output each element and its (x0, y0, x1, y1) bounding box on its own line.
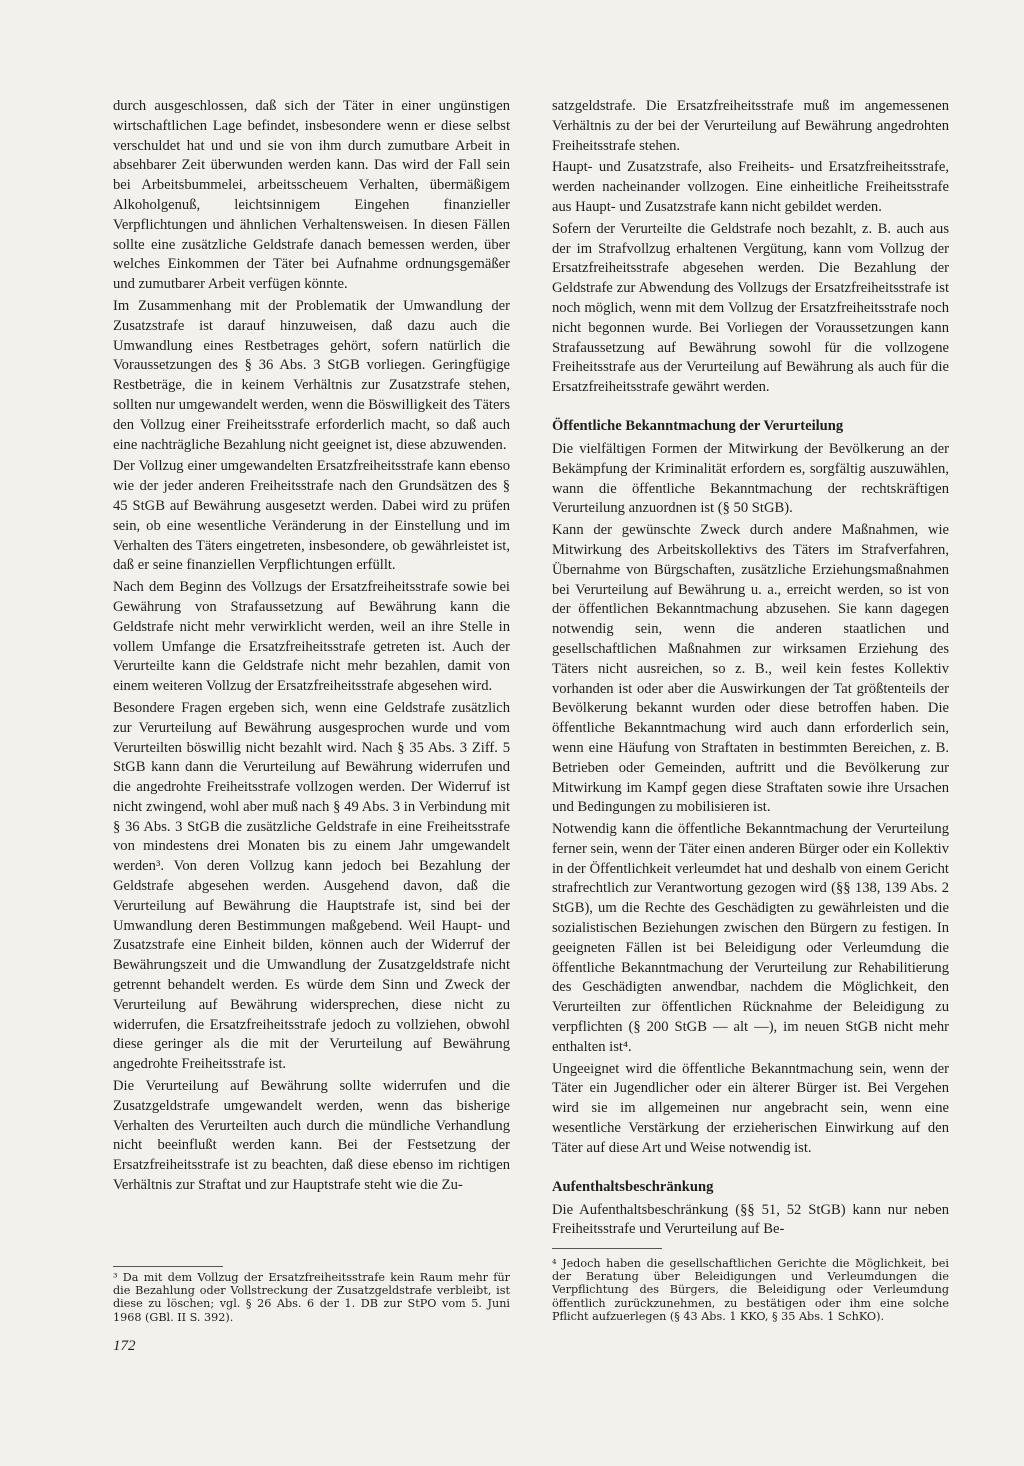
paragraph: Kann der gewünschte Zweck durch andere Maßnahmen, wie Mitwirkung des Arbeitskollektivs des Täters im Strafverfahren, Übernahme von Bürgschaften, zusätzliche Erziehungsmaßnahmen bei Verurteilung auf Bewährung u. a., erreicht werden, so ist von der öffentlichen Bekanntmachung abzusehen. Sie kann dagegen notwendig sein, wenn die anderen staatlichen und gesellschaftlichen Maßnahmen zur wirksamen Erziehung des Täters nicht ausreichen, so z. B., weil kein festes Kollektiv vorhanden ist oder aber die Auswirkungen der Tat größtenteils der Bevölkerung bekannt wurden oder diese betroffen haben. Die öffentliche Bekanntmachung wird auch dann erforderlich sein, wenn eine Häufung von Straftaten in bestimmten Bereichen, z. B. Betrieben oder Gemeinden, auftritt und die Bevölkerung zur Mitwirkung im Kampf gegen diese Straftaten sowie ihre Ursachen und Bedingungen zu mobilisieren ist. (552, 522, 949, 816)
paragraph: Notwendig kann die öffentliche Bekanntmachung der Verurteilung ferner sein, wenn der Täter einen anderen Bürger oder ein Kollektiv in der Öffentlichkeit verleumdet hat und deshalb von einem Gericht strafrechtlich zur Verantwortung gezogen wird (§§ 138, 139 Abs. 2 StGB), um die Rechte des Geschädigten zu gewährleisten und die sozialistischen Beziehungen zwischen den Bürgern zu festigen. In geeigneten Fällen ist bei Beleidigung oder Verleumdung die öffentliche Bekanntmachung der Verurteilung zur Rehabilitierung des Geschädigten anwendbar, nachdem die Möglichkeit, den Verurteilten zur öffentlichen Rücknahme der Beleidigung zu verpflichten (§ 200 StGB — alt —), im neuen StGB nicht mehr enthalten ist⁴. (552, 821, 949, 1055)
right-column (552, 97, 949, 1242)
paragraph: Sofern der Verurteilte die Geldstrafe noch bezahlt, z. B. auch aus der im Strafvollzug erhaltenen Vergütung, kann vom Vollzug der Ersatzfreiheitsstrafe abgesehen werden. Die Bezahlung der Geldstrafe zur Abwendung des Vollzugs der Ersatzfreiheitsstrafe ist noch möglich, wenn mit dem Vollzug der Ersatzfreiheitsstrafe noch nicht begonnen wurde. Bei Vorliegen der Voraussetzungen kann Strafaussetzung auf Bewährung sowohl für die vollzogene Freiheitsstrafe aus der Verurteilung auf Bewährung als auch für die Ersatzfreiheitsstrafe gewährt werden. (552, 220, 949, 396)
page-number: 172 (113, 1338, 136, 1354)
paragraph: Die Aufenthaltsbeschränkung (§§ 51, 52 StGB) kann nur neben Freiheitsstrafe und Verurteilung auf Be- (552, 1201, 949, 1238)
paragraph: Ungeeignet wird die öffentliche Bekanntmachung sein, wenn der Täter ein Jugendlicher oder ein älterer Bürger ist. Bei Vergehen wird sie im allgemeinen nur angebracht sein, wenn eine wesentliche Verstärkung der erzieherischen Einwirkung auf den Täter auf diese Art und Weise notwendig ist. (552, 1060, 949, 1156)
left-column (113, 97, 510, 1198)
paragraph: satzgeldstrafe. Die Ersatzfreiheitsstrafe muß im angemessenen Verhältnis zu der bei der Verurteilung auf Bewährung angedrohten Freiheitsstrafe stehen. (552, 98, 949, 154)
paragraph: Die Verurteilung auf Bewährung sollte widerrufen und die Zusatzgeldstrafe umgewandelt werden, wenn das bisherige Verhalten des Verurteilten auch durch die mündliche Verhandlung nicht beeinflußt werden kann. Bei der Festsetzung der Ersatzfreiheitsstrafe ist zu beachten, daß diese ebenso im richtigen Verhältnis zur Straftat und zur Hauptstrafe steht wie die Zu- (113, 1078, 510, 1194)
section-heading: Aufenthaltsbeschränkung (552, 1178, 714, 1195)
footnote-divider (552, 1248, 662, 1249)
paragraph: Der Vollzug einer umgewandelten Ersatzfreiheitsstrafe kann ebenso wie der jeder anderen Freiheitsstrafe nach den Grundsätzen des § 45 StGB auf Bewährung ausgesetzt werden. Dabei wird zu prüfen sein, ob eine wesentliche Veränderung in der Einstellung und im Verhalten des Täters eingetreten, insbesondere, ob gewährleistet ist, daß er seine finanziellen Verpflichtungen erfüllt. (113, 458, 510, 574)
footnote: ⁴ Jedoch haben die gesellschaftlichen Gerichte die Möglichkeit, bei der Beratung über Beleidigungen und Verleumdungen die Verpflichtung des Bürgers, die Beleidigung oder Verleumdung öffentlich zurückzunehmen, zu bestätigen oder ihm eine solche Pflicht aufzuerlegen (§ 43 Abs. 1 KKO, § 35 Abs. 1 SchKO). (552, 1257, 949, 1323)
paragraph: Die vielfältigen Formen der Mitwirkung der Bevölkerung an der Bekämpfung der Kriminalität erfordern es, sorgfältig auszuwählen, wann die öffentliche Bekanntmachung der rechtskräftigen Verurteilung anzuordnen ist (§ 50 StGB). (552, 440, 949, 517)
footnote: ³ Da mit dem Vollzug der Ersatzfreiheitsstrafe kein Raum mehr für die Bezahlung oder Vollstreckung der Zusatzgeldstrafe verbleibt, ist diese zu löschen; vgl. § 26 Abs. 6 der 1. DB zur StPO vom 5. Juni 1968 (GBl. II S. 392). (113, 1271, 510, 1324)
paragraph: Nach dem Beginn des Vollzugs der Ersatzfreiheitsstrafe sowie bei Gewährung von Strafaussetzung auf Bewährung kann die Geldstrafe nicht mehr verwirklicht werden, weil an ihre Stelle in vollem Umfange die Ersatzfreiheitsstrafe getreten ist. Auch der Verurteilte kann die Geldstrafe nicht mehr bezahlen, damit von einem weiteren Vollzug der Ersatzfreiheitsstrafe abgesehen wird. (113, 579, 510, 695)
paragraph: Haupt- und Zusatzstrafe, also Freiheits- und Ersatzfreiheitsstrafe, werden nacheinander vollzogen. Eine einheitliche Freiheitsstrafe aus Haupt- und Zusatzstrafe kann nicht gebildet werden. (552, 159, 949, 215)
footnote-divider (113, 1266, 223, 1267)
section-heading: Öffentliche Bekanntmachung der Verurteilung (552, 417, 844, 434)
paragraph: Besondere Fragen ergeben sich, wenn eine Geldstrafe zusätzlich zur Verurteilung auf Bewährung ausgesprochen wurde und vom Verurteilten böswillig nicht bezahlt wird. Nach § 35 Abs. 3 Ziff. 5 StGB kann dann die Verurteilung auf Bewährung widerrufen und die angedrohte Freiheitsstrafe vollzogen werden. Der Widerruf ist nicht zwingend, wohl aber muß nach § 49 Abs. 3 in Verbindung mit § 36 Abs. 3 StGB die zusätzliche Geldstrafe in eine Freiheitsstrafe von mindestens drei Monaten bis zu einem Jahr umgewandelt werden³. Von deren Vollzug kann jedoch bei Bezahlung der Geldstrafe abgesehen werden. Ausgehend davon, daß die Verurteilung auf Bewährung die Hauptstrafe ist, sind bei der Umwandlung deren Bestimmungen maßgebend. Weil Haupt- und Zusatzstrafe eine Einheit bilden, können auch der Widerruf der Bewährungszeit und die Umwandlung der Zusatzgeldstrafe nicht getrennt behandelt werden. Es würde dem Sinn und Zweck der Verurteilung auf Bewährung widersprechen, diese nicht zu widerrufen, die Ersatzfreiheitsstrafe jedoch zu vollziehen, obwohl diese geringer als die mit der Verurteilung auf Bewährung angedrohte Freiheitsstrafe ist. (113, 699, 510, 1073)
paragraph: Im Zusammenhang mit der Problematik der Umwandlung der Zusatzstrafe ist darauf hinzuweisen, daß dazu auch die Umwandlung eines Restbetrages gehört, sofern natürlich die Voraussetzungen des § 36 Abs. 3 StGB vorliegen. Geringfügige Restbeträge, die in keinem Verhältnis zur Zusatzstrafe stehen, sollten nur umgewandelt werden, wenn die Böswilligkeit des Täters den Vollzug einer Freiheitsstrafe erforderlich macht, so daß auch eine nachträgliche Bezahlung nicht geeignet ist, diese abzuwenden. (113, 297, 510, 453)
paragraph: durch ausgeschlossen, daß sich der Täter in einer ungünstigen wirtschaftlichen Lage befindet, insbesondere wenn er diese selbst verschuldet hat und und sie von ihm durch zumutbare Arbeit in absehbarer Zeit überwunden werden kann. Das wird der Fall sein bei Arbeitsbummelei, arbeitsscheuem Verhalten, übermäßigem Alkoholgenuß, leichtsinnigem Eingehen finanzieller Verpflichtungen und ähnlichen Verhaltensweisen. In diesen Fällen sollte eine zusätzliche Geldstrafe danach bemessen werden, über welches Einkommen der Täter bei Aufnahme ordnungsgemäßer und zumutbarer Arbeit verfügen könnte. (113, 98, 510, 293)
